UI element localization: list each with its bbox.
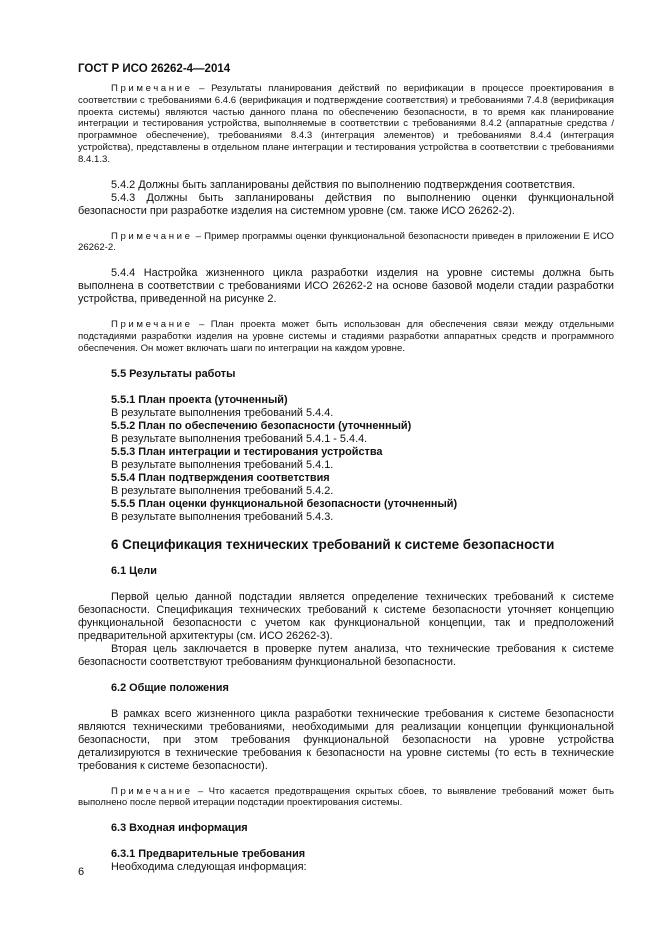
note-label: Примечание [111, 230, 193, 242]
section-5-5-3-text: В результате выполнения требований 5.4.1. [111, 458, 334, 471]
note-label: Примечание [111, 83, 193, 94]
document-header: ГОСТ Р ИСО 26262-4—2014 [78, 63, 231, 75]
paragraph-6-1-second: Вторая цель заключается в проверке путем анализа, что технические требования к системе безопасности соответствуют требованиям функциональной безопасности. [78, 642, 614, 668]
paragraph-6-1-first: Первой целью данной подстадии является определение технических требований к системе безопасности. Спецификация технических требований к системе безопасности уточняет концепцию функциональной безопасности с учетом как функциональной концепции, так и предположений предварительной архитектуры (см. ИСО 26262-3). [78, 590, 614, 642]
note-label: Примечание [111, 319, 193, 331]
note-text: – Результаты планирования действий по верификации в процессе проектирования в соответствии с требованиями 6.4.6 (верификация и подтверждение соответствия) и требованиями 7.4.8 (верификация проекта системы) являются частью данного плана по обеспечению безопасности, в то время как планирование интеграции и тестирования устройства, выполняемые в соответствии с требованиями 8.4.2 (аппаратные средства / программное обеспечение), требованиями 8.4.3 (интеграция элементов) и требованиями 8.4.4 (интеграция устройства), представлены в отдельном плане интеграции и тестирования устройства в соответствии с требованиями 8.4.1.3. [78, 83, 614, 165]
note-project-plan [78, 319, 614, 354]
note-assessment-program [78, 231, 614, 255]
section-5-5-5-text: В результате выполнения требований 5.4.3. [111, 510, 334, 523]
section-5-5-3-heading: 5.5.3 План интеграции и тестирования устройства [111, 445, 383, 458]
paragraph-5-4-2: 5.4.2 Должны быть запланированы действия по выполнению подтверждения соответствия. [111, 178, 576, 191]
section-5-5-4-text: В результате выполнения требований 5.4.2. [111, 484, 334, 497]
note-text: – Пример программы оценки функциональной безопасности приведен в приложении Е ИСО 26262-2. [78, 230, 614, 254]
section-6-1-title: 6.1 Цели [111, 564, 157, 577]
paragraph-5-4-4: 5.4.4 Настройка жизненного цикла разработки изделия на уровне системы должна быть выполнена в соответствии с требованиями ИСО 26262-2 на основе базовой модели стадии разработки устройства, приведенной на рисунке 2. [78, 267, 614, 306]
note-label: Примечание [111, 785, 193, 797]
section-6-3-title: 6.3 Входная информация [111, 822, 248, 835]
note-latent-faults [78, 786, 614, 810]
section-6-2-title: 6.2 Общие положения [111, 681, 229, 694]
section-5-5-title: 5.5 Результаты работы [111, 367, 236, 380]
section-5-5-4-heading: 5.5.4 План подтверждения соответствия [111, 471, 330, 484]
section-5-5-5-heading: 5.5.5 План оценки функциональной безопасности (уточненный) [111, 497, 458, 510]
paragraph-6-2-first: В рамках всего жизненного цикла разработки технические требования к системе безопасности являются техническими требованиями, необходимыми для реализации концепции функциональной безопасности, при этом требования функциональной безопасности на уровне устройства детализируются в технические требования к безопасности на уровне системы (то есть в технические требования к системе безопасности). [78, 707, 614, 772]
section-5-5-1-heading: 5.5.1 План проекта (уточненный) [111, 393, 288, 406]
note-text: – Что касается предотвращения скрытых сбоев, то выявление требований может быть выполнено после первой итерации подстадии проектирования системы. [78, 785, 614, 809]
page-content [78, 83, 614, 874]
section-5-5-2-heading: 5.5.2 План по обеспечению безопасности (уточненный) [111, 419, 412, 432]
section-6-3-1-heading: 6.3.1 Предварительные требования [111, 848, 306, 861]
section-5-5-2-text: В результате выполнения требований 5.4.1 - 5.4.4. [111, 432, 368, 445]
note-text: – План проекта может быть использован для обеспечения связи между отдельными подстадиями разработки изделия на уровне системы и стадиями разработки аппаратных средств и программного обеспечения. Он может включать шаги по интеграции на каждом уровне. [78, 319, 614, 354]
paragraph-5-4-3: 5.4.3 Должны быть запланированы действия по выполнению оценки функциональной безопасности при разработке изделия на системном уровне (см. также ИСО 26262-2). [78, 191, 614, 217]
section-6-3-1-text: Необходима следующая информация: [111, 861, 307, 874]
page-number: 6 [78, 866, 85, 878]
section-5-5-1-text: В результате выполнения требований 5.4.4. [111, 406, 334, 419]
section-6-title: 6 Спецификация технических требований к системе безопасности [111, 536, 555, 552]
note-planning-verification [78, 83, 614, 166]
